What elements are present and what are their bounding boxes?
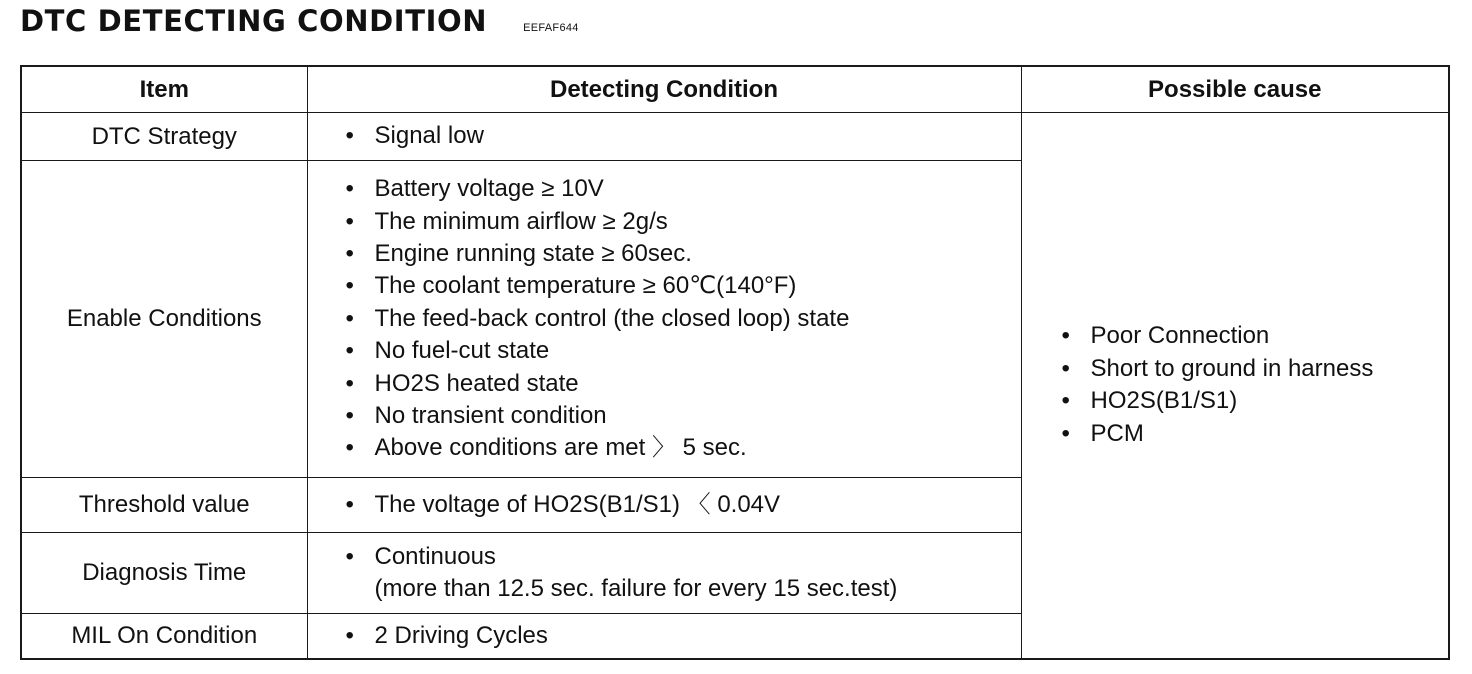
condition-item: • 2 Driving Cycles [346, 620, 1011, 652]
possible-cause-item: • PCM [1062, 418, 1443, 450]
item-threshold-value: Threshold value [21, 478, 307, 533]
condition-item: • The coolant temperature ≥ 60℃(140°F) [346, 270, 1011, 302]
possible-cause-cell [1021, 113, 1449, 659]
item-dtc-strategy: DTC Strategy [21, 113, 307, 161]
condition-item: • Engine running state ≥ 60sec. [346, 238, 1011, 270]
condition-item: • No fuel-cut state [346, 335, 1011, 367]
condition-sub-text: (more than 12.5 sec. failure for every 15 sec.test) [374, 575, 898, 602]
dtc-condition-table [20, 65, 1450, 660]
possible-cause-item: • Short to ground in harness [1062, 353, 1443, 385]
possible-cause-item: • Poor Connection [1062, 320, 1443, 352]
condition-list [346, 489, 1011, 521]
condition-list [346, 620, 1011, 652]
condition-dtc-strategy [307, 113, 1021, 161]
condition-item: • No transient condition [346, 400, 1011, 432]
page-heading [20, 4, 579, 38]
condition-item: • Battery voltage ≥ 10V [346, 173, 1011, 205]
condition-main-text: • Continuous [374, 542, 496, 570]
condition-list [346, 541, 1011, 606]
possible-cause-list [1062, 320, 1443, 450]
condition-item: • The minimum airflow ≥ 2g/s [346, 206, 1011, 238]
condition-item [346, 541, 1011, 606]
condition-item: • Signal low [346, 120, 1011, 152]
column-header-item: Item [21, 66, 307, 113]
condition-mil-on-condition [307, 614, 1021, 659]
item-diagnosis-time: Diagnosis Time [21, 533, 307, 614]
condition-enable-conditions [307, 161, 1021, 478]
condition-item: • The voltage of HO2S(B1/S1) 〈 0.04V [346, 489, 1011, 521]
condition-threshold-value [307, 478, 1021, 533]
possible-cause-item: • HO2S(B1/S1) [1062, 385, 1443, 417]
condition-diagnosis-time [307, 533, 1021, 614]
column-header-possible-cause: Possible cause [1021, 66, 1449, 113]
condition-list [346, 173, 1011, 465]
item-mil-on-condition: MIL On Condition [21, 614, 307, 659]
condition-list [346, 120, 1011, 152]
table-header-row [21, 66, 1449, 113]
document-code: EEFAF644 [523, 22, 579, 34]
condition-item: • The feed-back control (the closed loop) state [346, 303, 1011, 335]
item-enable-conditions: Enable Conditions [21, 161, 307, 478]
condition-item: • HO2S heated state [346, 368, 1011, 400]
column-header-detecting-condition: Detecting Condition [307, 66, 1021, 113]
row-dtc-strategy [21, 113, 1449, 161]
condition-item: • Above conditions are met 〉 5 sec. [346, 432, 1011, 464]
page-title: DTC DETECTING CONDITION [20, 4, 488, 38]
